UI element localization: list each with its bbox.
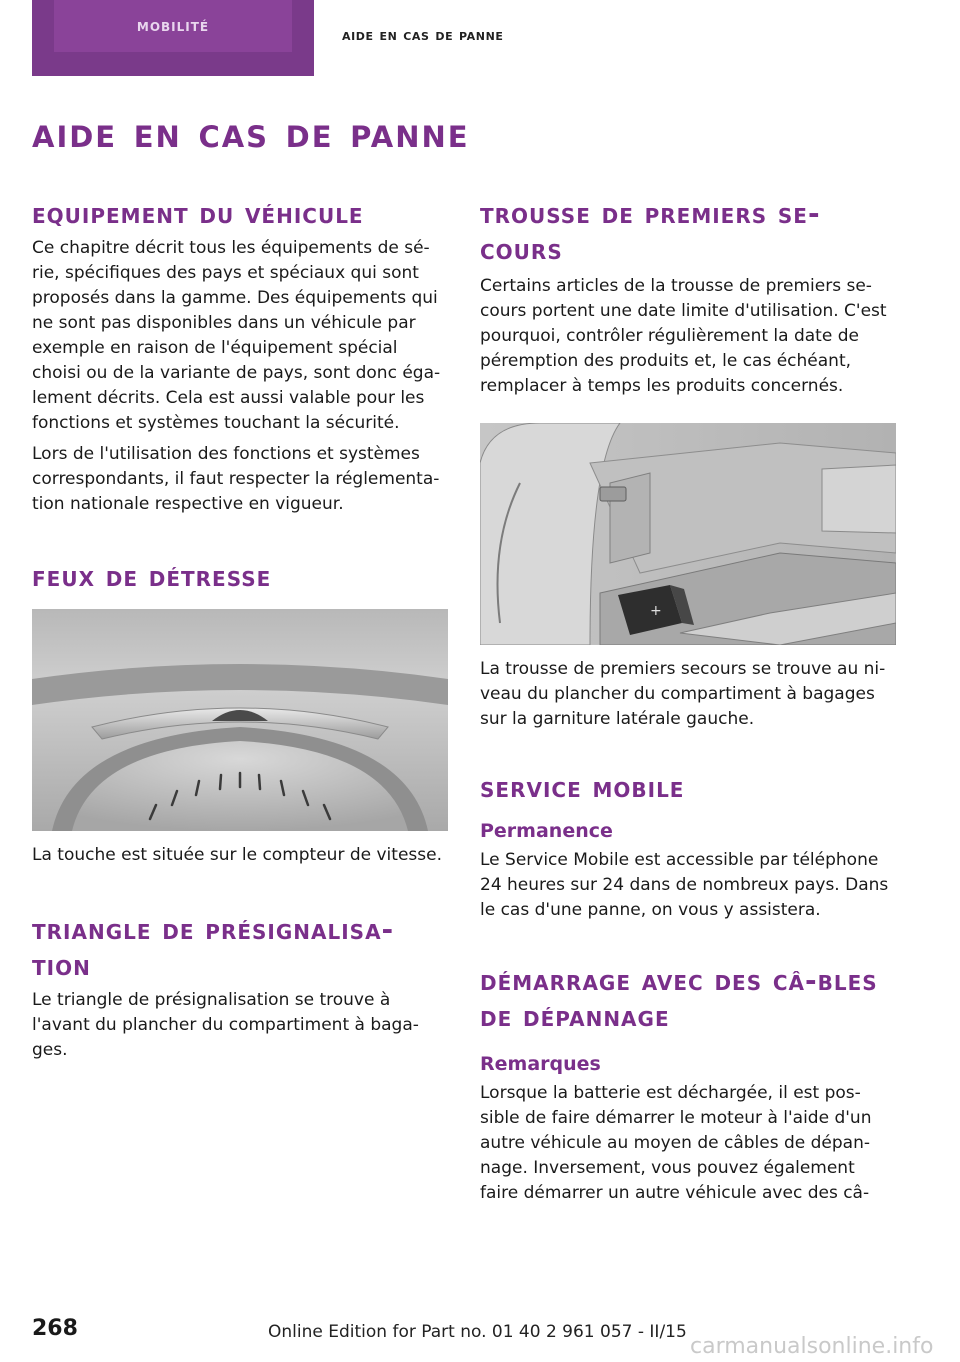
first-aid-kit-figure [480, 423, 896, 645]
subheading-permanence: Permanence [480, 820, 613, 842]
heading-service-mobile: service mobile [480, 771, 685, 804]
heading-triangle: triangle de présignalisa-tion [32, 913, 395, 982]
watermark: carmanualsonline.info [690, 1334, 934, 1359]
edition-footer: Online Edition for Part no. 01 40 2 961 057 - II/15 [268, 1322, 687, 1342]
demarrage-text: Lorsque la batterie est déchargée, il est pos-sible de faire démarrer le moteur à l'aide d'un autre véhicule au moyen de câbles de dépan-nage. Inversement, vous pouvez également faire démarrer un autre véhicule avec des câ- [480, 1083, 872, 1203]
equipement-paragraph-1: Ce chapitre décrit tous les équipements de sé-rie, spécifiques des pays et spéciaux qui sont proposés dans la gamme. Des équipements qui ne sont pas disponibles dans un véhicule par exemple en raison de l'équipement spécial choisi ou de la variante de pays, sont donc éga-lement décrits. Cela est aussi valable pour les fonctions et systèmes touchant la sécurité. [32, 238, 441, 433]
trunk-illustration [480, 423, 896, 645]
heading-trousse: trousse de premiers se-cours [480, 197, 821, 266]
page-number: 268 [32, 1316, 78, 1341]
chapter-tab-inner [54, 0, 292, 52]
left-column [32, 196, 448, 1063]
chapter-tab-label: mobilité [136, 16, 210, 36]
heading-feux-detresse: feux de détresse [32, 560, 272, 593]
svg-text:+: + [650, 603, 662, 619]
hazard-button-figure [32, 609, 448, 831]
chapter-tab[interactable] [32, 0, 314, 76]
page-title: aide en cas de panne [32, 108, 470, 157]
subheading-remarques: Remarques [480, 1053, 601, 1075]
right-column [480, 196, 896, 1206]
service-text: Le Service Mobile est accessible par téléphone 24 heures sur 24 dans de nombreux pays. Dans le cas d'une panne, on vous y assistera. [480, 850, 889, 920]
triangle-text: Le triangle de présignalisation se trouve à l'avant du plancher du compartiment à baga-ges. [32, 990, 419, 1060]
speedometer-illustration [32, 609, 448, 831]
trousse-text: Certains articles de la trousse de premiers se-cours portent une date limite d'utilisation. C'est pourquoi, contrôler régulièrement la date de péremption des produits et, le cas échéant, remplacer à temps les produits concernés. [480, 276, 887, 396]
detresse-caption: La touche est située sur le compteur de vitesse. [32, 845, 442, 865]
heading-demarrage: démarrage avec des câ-bles de dépannage [480, 964, 878, 1033]
section-header: aide en cas de panne [342, 26, 504, 44]
trousse-caption: La trousse de premiers secours se trouve au ni-veau du plancher du compartiment à bagages sur la garniture latérale gauche. [480, 659, 886, 729]
equipement-paragraph-2: Lors de l'utilisation des fonctions et systèmes correspondants, il faut respecter la réglementa-tion nationale respective en vigueur. [32, 444, 440, 514]
heading-equipement: equipement du véhicule [32, 197, 364, 230]
